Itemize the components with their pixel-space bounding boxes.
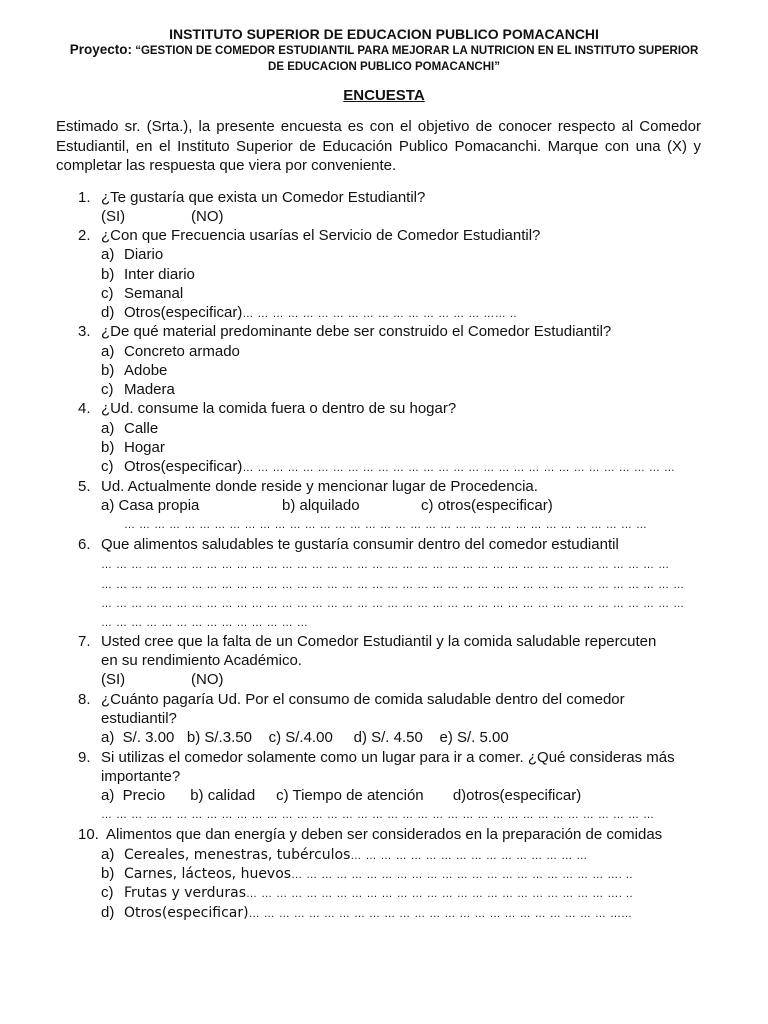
project-name-line1: “GESTION DE COMEDOR ESTUDIANTIL PARA MEJORAR LA NUTRICION EN EL INSTITUTO SUPERIOR [135,45,699,57]
q10-b-fill-line[interactable]: … … … … … … … … … … … … … … … … … … … … … …. .. [291,869,633,881]
q6-number: 6. [78,536,91,553]
q3-letter-a: a) [101,343,115,360]
q10-option-d-label: Otros(especificar) [124,905,249,921]
q1-number: 1. [78,189,91,206]
q4-letter-a: a) [101,420,115,437]
q8-price-options[interactable]: a) S/. 3.00 b) S/.3.50 c) S/.4.00 d) S/. 4.50 e) S/. 5.00 [101,729,509,746]
q2-option-d-label: Otros(especificar) [124,304,243,321]
intro-paragraph: Estimado sr. (Srta.), la presente encuesta es con el objetivo de conocer respecto al Comedor Estudiantil, en el Instituto Superior de Educación Publico Pomacanchi. Marque con una (X) y completar las respuesta que viera por conveniente. [56,118,701,174]
q10-a-fill-line[interactable]: … … … … … … … … … … … … … … … … [350,850,588,862]
q7-text-line1: Usted cree que la falta de un Comedor Estudiantil y la comida saludable repercuten [101,633,657,650]
q3-option-b[interactable]: Adobe [124,362,168,379]
q6-text: Que alimentos saludables te gustaría consumir dentro del comedor estudiantil [101,536,619,553]
q2-option-a[interactable]: Diario [124,246,164,263]
institute-title: INSTITUTO SUPERIOR DE EDUCACION PUBLICO POMACANCHI [169,26,599,42]
q8-text-line1: ¿Cuánto pagaría Ud. Por el consumo de comida saludable dentro del comedor [101,691,625,708]
q2-text: ¿Con que Frecuencia usarías el Servicio de Comedor Estudiantil? [101,227,541,244]
q1-option-si[interactable]: (SI) [101,208,126,225]
q5-option-c[interactable]: c) otros(especificar) [421,497,553,514]
q4-letter-b: b) [101,439,115,456]
q10-d-fill-line[interactable]: … … … … … … … … … … … … … … … … … … … … … … … … …... [248,908,633,920]
q10-text: Alimentos que dan energía y deben ser considerados en la preparación de comidas [106,826,663,843]
q8-text-line2: estudiantil? [101,710,177,727]
project-title [30,42,738,75]
q10-letter-d: d) [101,904,115,921]
q6-fill-line-3[interactable]: … … … … … … … … … … … … … … … … … … … … … … … … … … … … … … … … … … … … … … … [101,598,685,610]
q9-text-line1: Si utilizas el comedor solamente como un lugar para ir a comer. ¿Qué consideras más [101,749,675,766]
q3-number: 3. [78,323,91,340]
q5-fill-line[interactable]: … … … … … … … … … … … … … … … … … … … … … … … … … … … … … … … … … … … [124,519,648,531]
q3-letter-c: c) [101,381,114,398]
q6-fill-line-1[interactable]: … … … … … … … … … … … … … … … … … … … … … … … … … … … … … … … … … … … … … … [101,559,670,571]
q5-number: 5. [78,478,91,495]
q9-text-line2: importante? [101,768,181,785]
q4-letter-c: c) [101,458,114,475]
q5-option-a[interactable]: a) Casa propia [101,497,200,514]
q10-c-fill-line[interactable]: … … … … … … … … … … … … … … … … … … … … … … … … …. .. [246,888,634,900]
q3-text: ¿De qué material predominante debe ser construido el Comedor Estudiantil? [101,323,612,340]
q5-option-b[interactable]: b) alquilado [282,497,360,514]
q10-option-b-label: Carnes, lácteos, huevos [124,866,292,882]
q7-text-line2: en su rendimiento Académico. [101,652,302,669]
q10-letter-a: a) [101,846,115,863]
q4-option-b[interactable]: Hogar [124,439,165,456]
q10-option-c[interactable] [124,883,633,904]
q2-letter-c: c) [101,285,114,302]
q2-number: 2. [78,227,91,244]
q7-option-si[interactable]: (SI) [101,671,126,688]
q10-option-b[interactable] [124,864,633,885]
q2-option-b[interactable]: Inter diario [124,266,195,283]
q2-letter-a: a) [101,246,115,263]
q4-number: 4. [78,400,91,417]
q7-number: 7. [78,633,91,650]
q3-option-a[interactable]: Concreto armado [124,343,240,360]
q7-option-no[interactable]: (NO) [191,671,224,688]
q10-option-a-label: Cereales, menestras, tubérculos [124,847,351,863]
q10-option-d[interactable] [124,903,632,924]
q2-option-c[interactable]: Semanal [124,285,184,302]
q10-number: 10. [78,826,99,843]
q2-option-d[interactable] [124,303,517,324]
q4-option-c[interactable] [124,457,675,478]
q10-letter-b: b) [101,865,115,882]
q1-text: ¿Te gustaría que exista un Comedor Estudiantil? [101,189,426,206]
q4-c-fill-line[interactable]: … … … … … … … … … … … … … … … … … … … … … … … … … … … … … [242,462,676,474]
q10-option-a[interactable] [124,845,588,866]
q9-fill-line[interactable]: … … … … … … … … … … … … … … … … … … … … … … … … … … … … … … … … … … … … … [101,809,655,821]
q6-fill-line-4[interactable]: … … … … … … … … … … … … … … [101,617,309,629]
project-label: Proyecto: [69,42,132,57]
q2-letter-b: b) [101,266,115,283]
q2-d-fill-line[interactable]: … … … … … … … … … … … … … … … … …… .. [242,308,517,320]
q5-text: Ud. Actualmente donde reside y mencionar lugar de Procedencia. [101,478,538,495]
q3-option-c[interactable]: Madera [124,381,175,398]
q8-number: 8. [78,691,91,708]
q6-fill-line-2[interactable]: … … … … … … … … … … … … … … … … … … … … … … … … … … … … … … … … … … … … … … … [101,579,685,591]
q1-option-no[interactable]: (NO) [191,208,224,225]
project-name-line2: DE EDUCACION PUBLICO POMACANCHI” [268,61,500,73]
q9-options[interactable]: a) Precio b) calidad c) Tiempo de atención d)otros(especificar) [101,787,582,804]
q2-letter-d: d) [101,304,115,321]
q10-option-c-label: Frutas y verduras [124,885,247,901]
q4-option-a[interactable]: Calle [124,420,159,437]
q4-text: ¿Ud. consume la comida fuera o dentro de su hogar? [101,400,457,417]
q9-number: 9. [78,749,91,766]
q10-letter-c: c) [101,884,114,901]
q3-letter-b: b) [101,362,115,379]
q4-option-c-label: Otros(especificar) [124,458,243,475]
survey-title: ENCUESTA [343,87,425,104]
